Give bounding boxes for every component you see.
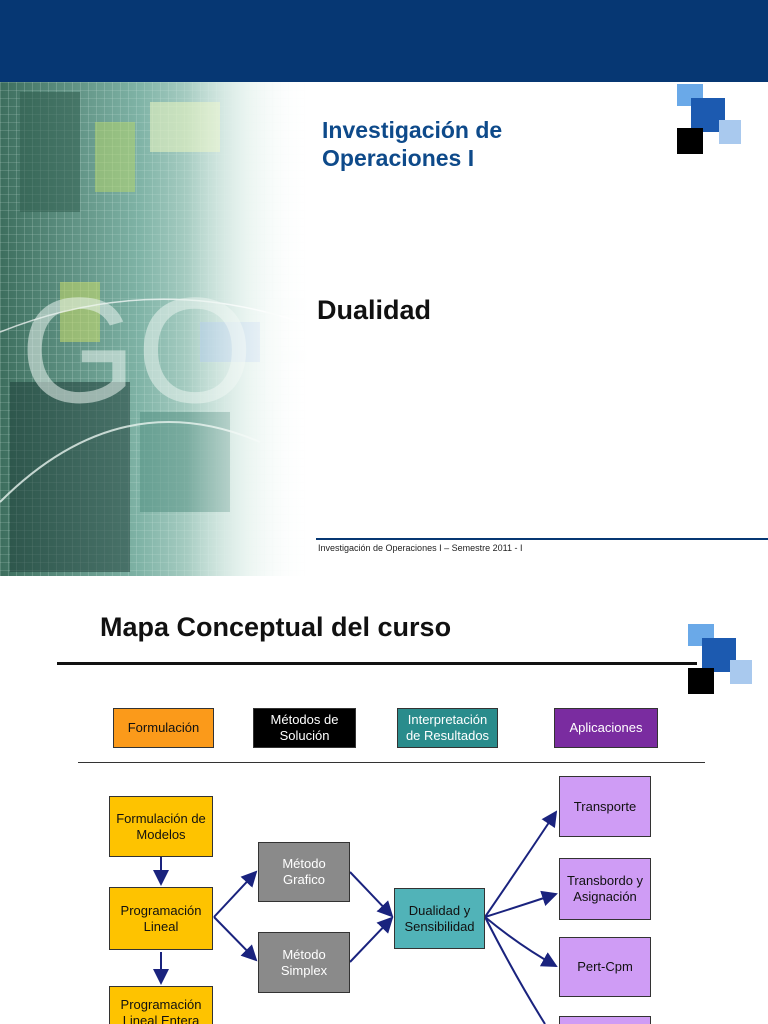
arrow-dualidad-to-offscreen: [485, 917, 545, 1024]
header-bar: [0, 0, 768, 82]
legend-formulacion-label: Formulación: [127, 720, 200, 735]
node-metodo-simplex: [258, 932, 350, 993]
node-transbordo-asignacion: [559, 858, 651, 920]
circuit-art-icon: [0, 82, 310, 576]
node-programacion-lineal-entera: [109, 986, 213, 1024]
logo-square-black: [677, 128, 703, 154]
node-metodo-simplex-label: Método Simplex: [280, 946, 328, 978]
course-title-line-1: Investigación de: [322, 117, 503, 143]
corner-squares-logo: [677, 84, 743, 154]
node-metodo-grafico: [258, 842, 350, 902]
node-transporte-label: Transporte: [573, 798, 637, 814]
arrow-grafico-to-dualidad: [350, 872, 392, 916]
legend-aplicaciones-label: Aplicaciones: [569, 720, 643, 735]
node-application-partial: [559, 1016, 651, 1024]
node-pert-cpm: [559, 937, 651, 997]
node-formulacion-modelos-label: Formulación de Modelos: [116, 810, 206, 842]
footer-divider: [316, 538, 768, 540]
node-dualidad-sensibilidad: [394, 888, 485, 949]
node-formulacion-modelos: [109, 796, 213, 857]
arrow-dualidad-to-transporte: [485, 812, 556, 917]
decorative-circuit-image: [0, 82, 310, 576]
node-programacion-lineal-entera-label: Programación Lineal Entera: [120, 997, 202, 1024]
logo-square-pale-blue: [719, 120, 741, 144]
topic-title: Dualidad: [317, 295, 432, 325]
arrow-lineal-to-simplex: [214, 917, 256, 960]
arrow-simplex-to-dualidad: [350, 918, 392, 962]
node-transporte: [559, 776, 651, 837]
arrow-lineal-to-grafico: [214, 872, 256, 917]
node-transbordo-label: Transbordo y Asignación: [566, 873, 644, 904]
node-pert-label: Pert-Cpm: [577, 959, 633, 974]
course-title-line-2: Operaciones I: [322, 145, 475, 171]
concept-map-slide: [0, 576, 768, 1024]
footer-text: Investigación de Operaciones I – Semestre 2011 - I: [318, 543, 523, 553]
course-title: [322, 116, 502, 172]
legend-metodos-label: Métodos de Solución: [270, 712, 339, 743]
arrow-dualidad-to-transbordo: [485, 894, 556, 917]
node-metodo-grafico-label: Método Grafico: [282, 856, 326, 887]
node-dualidad-sensibilidad-label: Dualidad y Sensibilidad: [404, 902, 475, 934]
arrow-dualidad-to-pert: [485, 917, 556, 966]
node-programacion-lineal-label: Programación Lineal: [120, 902, 202, 934]
concept-map-title: Mapa Conceptual del curso: [100, 612, 452, 642]
legend-interpretacion-label: Interpretación de Resultados: [405, 712, 490, 743]
node-programacion-lineal: [109, 887, 213, 950]
